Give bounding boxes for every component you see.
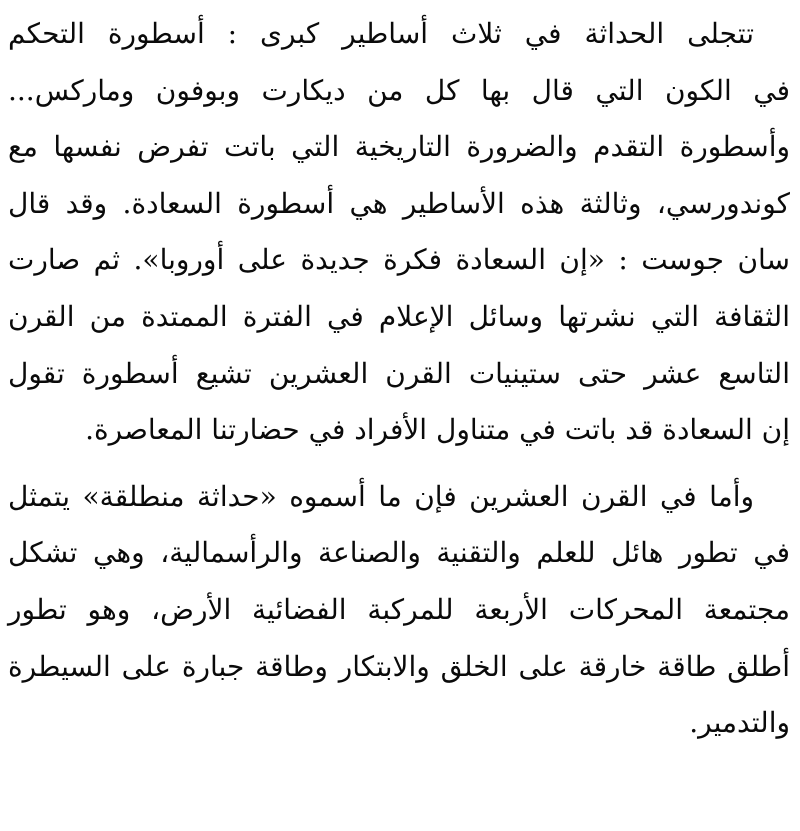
text-line: في تطور هائل للعلم والتقنية والصناعة والرأسمالية، وهي تشكل: [8, 536, 790, 570]
paragraph-spacer: [8, 459, 790, 469]
text-line: التاسع عشر حتى ستينيات القرن العشرين تشيع أسطورة تقول: [8, 356, 790, 390]
text-line: إن السعادة قد باتت في متناول الأفراد في حضارتنا المعاصرة.: [85, 413, 790, 447]
text-line: كوندورسي، وثالثة هذه الأساطير هي أسطورة السعادة. وقد قال: [8, 186, 790, 220]
text-line: والتدمير.: [689, 706, 790, 740]
text-line: الثقافة التي نشرتها وسائل الإعلام في الفترة الممتدة من القرن: [8, 299, 790, 333]
text-line: وأسطورة التقدم والضرورة التاريخية التي باتت تفرض نفسها مع: [8, 130, 790, 164]
text-line: وأما في القرن العشرين فإن ما أسموه «حداثة منطلقة» يتمثل: [8, 479, 754, 513]
text-line: تتجلى الحداثة في ثلاث أساطير كبرى : أسطورة التحكم: [8, 17, 754, 50]
text-line: أطلق طاقة خارقة على الخلق والابتكار وطاقة جبارة على السيطرة: [8, 649, 790, 683]
text-line: في الكون التي قال بها كل من ديكارت وبوفون وماركس...: [8, 73, 790, 107]
paragraph-2: [8, 469, 790, 752]
text-line: سان جوست : «إن السعادة فكرة جديدة على أوروبا». ثم صارت: [8, 243, 790, 277]
paragraph-1: [8, 6, 790, 459]
text-line: مجتمعة المحركات الأربعة للمركبة الفضائية الأرض، وهو تطور: [8, 592, 790, 626]
